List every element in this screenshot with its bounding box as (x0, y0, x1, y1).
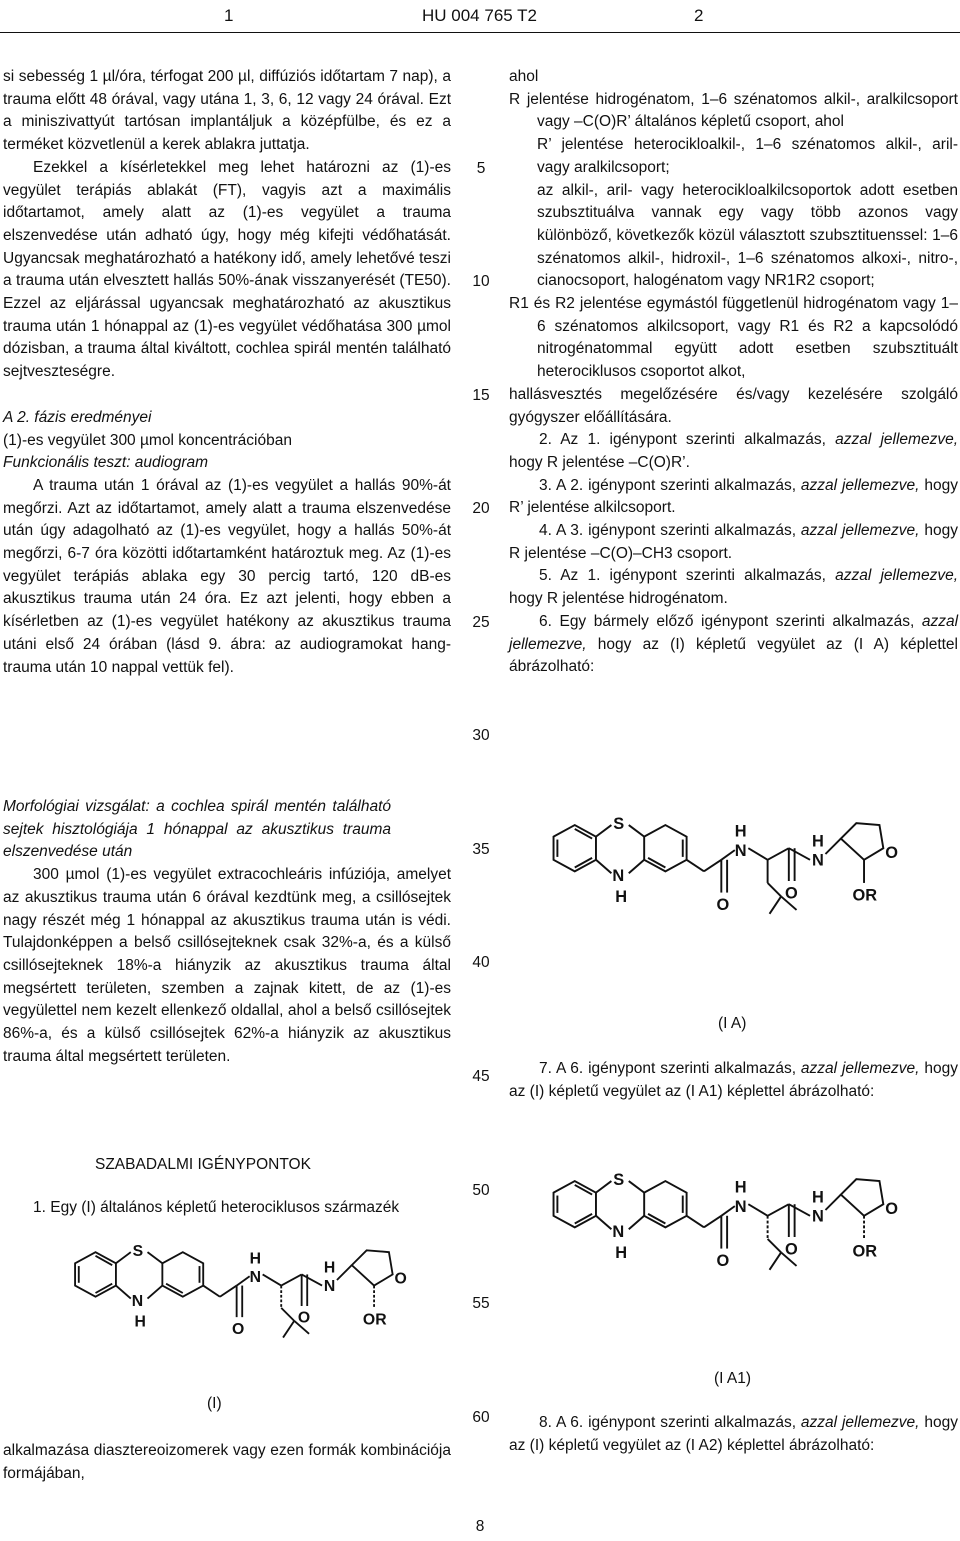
line-number: 25 (472, 614, 490, 631)
atom-h: H (615, 1244, 628, 1263)
line-number: 60 (472, 1409, 490, 1426)
atom-h: H (811, 832, 824, 851)
claim-4: 4. A 3. igénypont szerinti alkalmazás, azzal jellemezve, hogy R jelentése –C(O)–CH3 csoport. (509, 522, 958, 562)
atom-o: O (716, 1251, 730, 1270)
atom-h: H (134, 1313, 146, 1331)
atom-o: O (232, 1320, 245, 1338)
atom-o: O (885, 843, 898, 862)
atom-n: N (734, 1197, 747, 1216)
claim-1: 1. Egy (I) általános képletű heterociklusos származék (33, 1198, 400, 1216)
page-number-left: 1 (224, 6, 234, 25)
line-number: 20 (472, 500, 490, 517)
atom-n: N (323, 1278, 336, 1296)
section-heading: Morfológiai vizsgálat: a cochlea spirál mentén található sejtek hisztológiája 1 hónappal az akusztikus trauma elszenvedése után (3, 798, 391, 861)
atom-n: N (249, 1268, 262, 1286)
line-number: 40 (472, 954, 490, 971)
formula-label: (I A) (718, 1015, 747, 1032)
atom-n: N (734, 841, 747, 860)
right-column-top (509, 66, 958, 679)
patent-number: HU 004 765 T2 (422, 6, 537, 25)
definition: R1 és R2 jelentése egymástól függetlenül hidrogénatom vagy 1–6 szénatomos alkilcsoport, vagy R1 és R2 a kapcsolódó nitrogénatommal együtt adott esetben szubsztituált heterociklusos csoportot alkot, (509, 295, 958, 381)
subheading: (1)-es vegyület 300 µmol koncentrációban (3, 431, 292, 449)
line-number: 55 (472, 1295, 490, 1312)
line-number: 15 (472, 387, 490, 404)
atom-n: N (811, 1207, 824, 1226)
atom-or: OR (852, 886, 878, 905)
header-rule (0, 32, 960, 33)
atom-o: O (885, 1199, 898, 1218)
atom-o: O (784, 884, 798, 903)
chemical-structure-I (60, 1228, 430, 1358)
atom-o: O (297, 1309, 311, 1327)
atom-n: N (131, 1293, 144, 1310)
atom-h: H (811, 1188, 824, 1207)
chemical-structure-IA1 (540, 1156, 920, 1291)
formula-label: (I) (207, 1395, 222, 1412)
page-number-right: 2 (694, 6, 704, 25)
subheading: Funkcionális teszt: audiogram (3, 454, 209, 472)
left-column-middle (3, 796, 451, 1068)
page-header (0, 0, 960, 28)
atom-h: H (734, 1178, 747, 1197)
claim-3: 3. A 2. igénypont szerinti alkalmazás, azzal jellemezve, hogy R’ jelentése alkilcsoport. (509, 476, 958, 517)
left-column-top (3, 66, 451, 679)
definition: az alkil-, aril- vagy heterocikloalkilcsoportok adott esetben szubsztituálva vannak egy vagy több azonos vagy különböző, következők közül választott szubsztituenssel: 1–6 szénatomos alkil-, hidroxil-, 1–6 szénatomos alkoxi-, nitro-, cianocsoport, halogénatom vagy NR1R2 csoport; (537, 181, 958, 290)
paragraph: si sebesség 1 µl/óra, térfogat 200 µl, diffúziós időtartam 7 nap), a trauma előtt 48 órával, vagy utána 1, 3, 6, 12 vagy 24 órával. Ezt a miniszivattyút tartósan implantáljuk a középfülbe, és ez a terméket közvetlenül a kerek ablakra juttatja. (3, 68, 451, 154)
paragraph: Ezekkel a kísérletekkel meg lehet határozni az (1)-es vegyület terápiás ablakát (FT), vagyis azt a maximális időtartamot, amely alatt az (1)-es vegyület a trauma elszenvedése után adható úgy, hogy még kifejti védőhatását. Ugyancsak meghatározható a hatékony idő, amely lehetővé teszi a trauma után elvesztett hallás 50%-ának visszanyerését (TE50). Ezzel az eljárással ugyancsak meghatározható az akusztikus trauma után 1 hónappal az (1)-es vegyület védőhatása 300 µmol dózisban, a trauma által kiváltott, cochlea spirál mentén található sejtveszteségre. (3, 158, 451, 381)
section-heading: A 2. fázis eredményei (3, 408, 152, 426)
atom-o: O (394, 1270, 407, 1288)
line-number: 5 (476, 160, 486, 177)
page-number-footer: 8 (475, 1518, 485, 1535)
claim-8: 8. A 6. igénypont szerinti alkalmazás, azzal jellemezve, hogy az (I) képletű vegyület az (I A2) képlettel ábrázolható: (509, 1414, 958, 1454)
line-number: 50 (472, 1182, 490, 1199)
atom-or: OR (852, 1242, 878, 1261)
line-number: 10 (472, 273, 490, 290)
atom-h: H (734, 822, 747, 841)
claims-title: SZABADALMI IGÉNYPONTOK (95, 1156, 311, 1173)
atom-n: N (811, 851, 824, 870)
atom-h: H (323, 1259, 336, 1277)
line-number: 45 (472, 1068, 490, 1085)
atom-h: H (615, 888, 628, 907)
atom-n: N (612, 1223, 625, 1241)
definition: R jelentése hidrogénatom, 1–6 szénatomos alkil-, aralkilcsoport vagy –C(O)R’ általános képletű csoport, ahol (509, 90, 958, 131)
atom-s: S (132, 1242, 144, 1260)
paragraph: alkalmazása diasztereoizomerek vagy ezen formák kombinációja formájában, (3, 1442, 451, 1482)
paragraph: hallásvesztés megelőzésére és/vagy kezelésére szolgáló gyógyszer előállítására. (509, 385, 958, 426)
claim-7: 7. A 6. igénypont szerinti alkalmazás, azzal jellemezve, hogy az (I) képletű vegyület az (I A1) képlettel ábrázolható: (509, 1060, 958, 1100)
atom-or: OR (362, 1311, 387, 1329)
claim-6: 6. Egy bármely előző igénypont szerinti alkalmazás, azzal jellemezve, hogy az (I) képletű vegyület az (I A) képlettel ábrázolható: (509, 612, 959, 676)
atom-o: O (784, 1240, 798, 1259)
atom-n: N (612, 867, 625, 885)
claim-5: 5. Az 1. igénypont szerinti alkalmazás, azzal jellemezve, hogy R jelentése hidrogénatom. (509, 567, 959, 608)
claim-2: 2. Az 1. igénypont szerinti alkalmazás, azzal jellemezve, hogy R jelentése –C(O)R’. (509, 431, 959, 471)
chemical-structure-IA (540, 800, 920, 935)
paragraph: 300 µmol (1)-es vegyület extracochleáris infúziója, amelyet az akusztikus trauma után 6 órával kezdtünk meg, a csillósejtek nagy részét még 1 hónappal az akusztikus trauma után is védi. Tulajdonképpen a belső csillósejteknek csak 32%-a, és a külső csillósejteknek 18%-a hiányzik az akusztikus trauma által megsértett területen, szemben a zajnak kitett, de az (1)-es vegyülettel nem kezelt ellenkező oldallal, ahol a belső csillósejtek 86%-a, és a külső csillósejtek 62%-a hiányzik az akusztikus trauma által megsértett területen. (3, 866, 451, 1065)
formula-label: (I A1) (714, 1370, 752, 1387)
atom-s: S (613, 1170, 625, 1189)
paragraph: A trauma után 1 órával az (1)-es vegyület a hallás 90%-át megőrzi. Azt az időtartamot, amely alatt a trauma elszenvedése után úgy adagolható az (1)-es vegyület, hogy a hallás 50%-át megőrzi, 6-7 óra közötti időtartamként határoztuk meg. Az (1)-es vegyület terápiás ablaka egy 30 percig tartó, 120 dB-es akusztikus trauma után 24 óra. Ez azt jelenti, hogy ebben a kísérletben az (1)-es vegyület hatékony az akusztikus trauma utáni első 24 órában (lásd 9. ábra: az audiogramokat hang-trauma után 10 nappal vettük fel). (3, 476, 451, 676)
atom-s: S (613, 814, 625, 833)
line-number: 30 (472, 727, 490, 744)
definition: R’ jelentése heterocikloalkil-, 1–6 szénatomos alkil-, aril- vagy aralkilcsoport; (537, 136, 958, 176)
claims-block (3, 1154, 451, 1219)
paragraph: ahol (509, 68, 539, 85)
atom-o: O (716, 895, 730, 914)
line-number: 35 (472, 841, 490, 858)
atom-h: H (249, 1250, 262, 1268)
